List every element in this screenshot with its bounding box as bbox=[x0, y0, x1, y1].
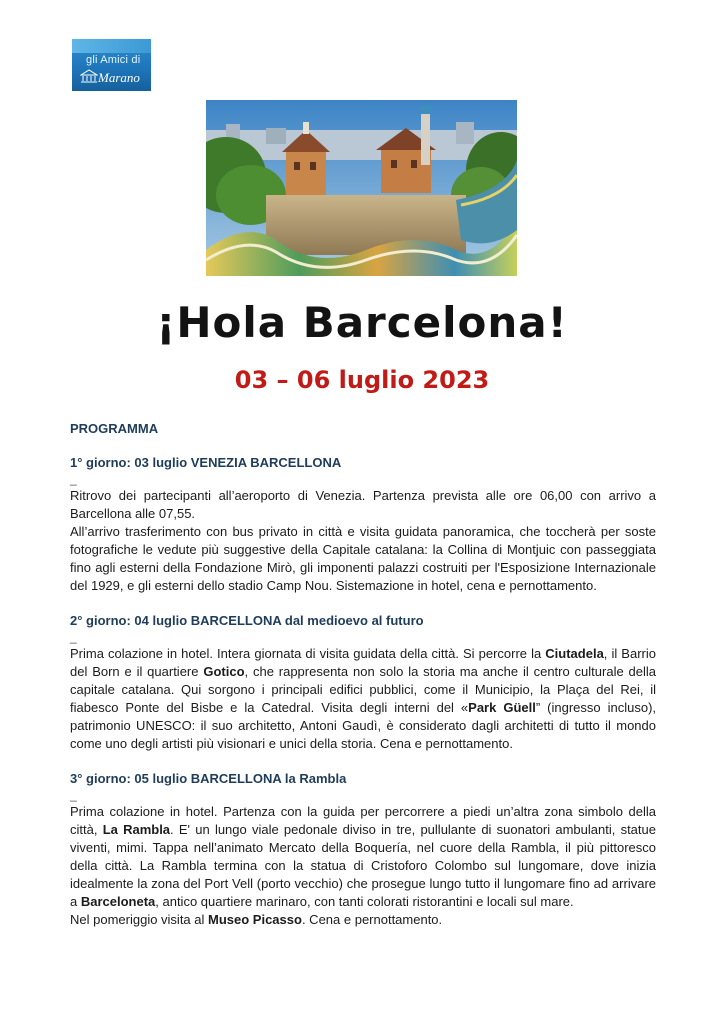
day3-paragraph2 bbox=[70, 911, 656, 929]
day3-bold-la-rambla: La Rambla bbox=[102, 822, 171, 837]
park-guell-illustration bbox=[206, 100, 517, 276]
day1-paragraph1: Ritrovo dei partecipanti all’aeroporto di Venezia. Partenza prevista alle ore 06,00 con arrivo a Barcellona alle 07,55. bbox=[70, 488, 656, 521]
day1-separator: _ bbox=[70, 472, 77, 486]
day2-text3: , che rappresenta non solo la storia ma anche il centro culturale della capitale catalana. Qui sorgono i principali edifici pubblici, come il Municipio, la Plaça del Rei, il fiabesco Ponte del Bisbe e la Catedral. Visita degli interni del « bbox=[70, 664, 657, 715]
day2-bold-gotico: Gotico bbox=[203, 664, 245, 679]
program-label: PROGRAMMA bbox=[70, 421, 159, 436]
day3-text1: Prima colazione in hotel. Partenza con la guida per percorrere a piedi un’altra zona simbolo della città, bbox=[70, 804, 656, 837]
day3-paragraph1 bbox=[70, 803, 656, 911]
day3-text3: , antico quartiere marinaro, con tanti colorati ristorantini e locali sul mare. bbox=[155, 894, 574, 909]
logo bbox=[72, 39, 151, 91]
day3-text2: . E' un lungo viale pedonale diviso in tre, pullulante di suonatori ambulanti, statue viventi, mimi. Tappa nell’animato Mercato della Boquería, nel cuore della Rambla, il più pittoresco della città. La Rambla termina con la statua di Cristoforo Colombo sul lungomare, dove inizia idealmente la zona del Port Vell (porto vecchio) che prosegue lungo tutto il lungomare fino ad arrivare a bbox=[70, 822, 656, 909]
building-icon bbox=[80, 69, 98, 83]
day2-heading: 2° giorno: 04 luglio BARCELLONA dal medioevo al futuro bbox=[70, 613, 424, 628]
day3-text4: Nel pomeriggio visita al bbox=[70, 912, 209, 927]
logo-wave bbox=[72, 39, 151, 53]
day2-text2: , il Barrio del Born e il quartiere bbox=[70, 646, 656, 679]
day2-text4: ” (ingresso incluso), patrimonio UNESCO: il suo architetto, Antoni Gaudì, è considerato dagli architetti di tutto il mondo come uno degli artisti più visionari e unici della storia. Cena e pernottamento. bbox=[70, 700, 657, 751]
day3-heading: 3° giorno: 05 luglio BARCELLONA la Rambla bbox=[70, 771, 347, 786]
date-subtitle: 03 – 06 luglio 2023 bbox=[234, 366, 490, 394]
logo-line2: Marano bbox=[98, 70, 140, 85]
day2-separator: _ bbox=[70, 630, 77, 644]
page-title: ¡Hola Barcelona! bbox=[156, 298, 568, 347]
program-content bbox=[70, 420, 656, 929]
day2-bold-ciutadela: Ciutadela bbox=[545, 646, 604, 661]
day2-text1: Prima colazione in hotel. Intera giornata di visita guidata della città. Si percorre la bbox=[70, 646, 546, 661]
day2-paragraph bbox=[70, 645, 656, 753]
day1-paragraph2: All’arrivo trasferimento con bus privato in città e visita guidata panoramica, che toccherà per soste fotografiche le vedute più suggestive della Capitale catalana: la Collina di Montjuic con passeggiata fino agli esterni della Fondazione Mirò, gli imponenti palazzi costruiti per l'Esposizione Internazionale del 1929, e gli esterni dello stadio Camp Nou. Sistemazione in hotel, cena e pernottamento. bbox=[70, 524, 656, 593]
day3-separator: _ bbox=[70, 788, 77, 802]
day2-bold-park-guell: Park Güell bbox=[468, 700, 536, 715]
day3-bold-museo-picasso: Museo Picasso bbox=[208, 912, 302, 927]
day3-bold-barceloneta: Barceloneta bbox=[80, 894, 156, 909]
day3-text5: . Cena e pernottamento. bbox=[301, 912, 443, 927]
day1-heading: 1° giorno: 03 luglio VENEZIA BARCELLONA bbox=[70, 455, 342, 470]
logo-line1: gli Amici di bbox=[86, 54, 141, 66]
hero-image-park-guell bbox=[206, 100, 517, 276]
